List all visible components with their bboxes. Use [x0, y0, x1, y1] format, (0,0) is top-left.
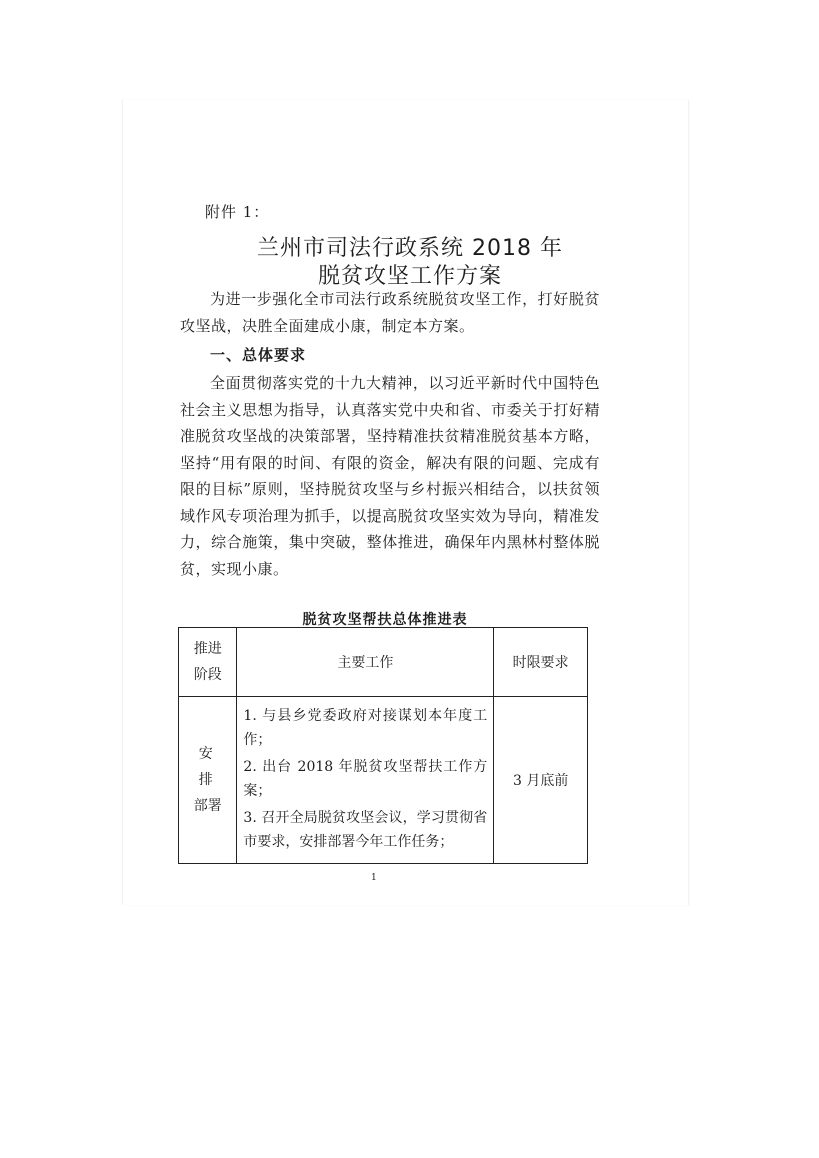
header-stage-line1: 推进: [193, 641, 222, 657]
section-body-paragraph: 全面贯彻落实党的十九大精神，以习近平新时代中国特色社会主义思想为指导，认真落实党中央和省、市委关于打好精准脱贫攻坚战的决策部署，坚持精准扶贫精准脱贫基本方略，坚持“用有限的时间、有限的资金，解决有限的问题、完成有限的目标”原则，坚持脱贫攻坚与乡村振兴相结合，以扶贫领域作风专项治理为抓手，以提高脱贫攻坚实效为导向，精准发力，综合施策，集中突破，整体推进，确保年内黑林村整体脱贫，实现小康。: [180, 374, 600, 578]
work-item: 1. 与县乡党委政府对接谋划本年度工作；: [243, 707, 488, 748]
document-title-line2: 脱贫攻坚工作方案: [317, 264, 502, 289]
header-deadline: 时限要求: [494, 628, 588, 697]
work-item: 2. 出台 2018 年脱贫攻坚帮扶工作方案；: [243, 758, 488, 799]
table-header-row: [179, 628, 588, 697]
stage-line1: 安排: [198, 746, 227, 788]
plan-table: [178, 627, 588, 864]
table-row: [179, 697, 588, 864]
stage-line2: 部署: [193, 798, 222, 814]
deadline-cell: 3 月底前: [494, 697, 588, 864]
intro-paragraph: 为进一步强化全市司法行政系统脱贫攻坚工作，打好脱贫攻坚战，决胜全面建成小康，制定本方案。: [180, 290, 600, 335]
work-cell: [237, 697, 494, 864]
section-heading: 一、总体要求: [210, 346, 307, 364]
header-stage: [179, 628, 237, 697]
header-work: 主要工作: [237, 628, 494, 697]
page-number: 1: [371, 873, 377, 883]
stage-cell: [179, 697, 237, 864]
attachment-label: 附件 1：: [205, 203, 270, 221]
header-stage-line2: 阶段: [193, 667, 222, 683]
work-item: 3. 召开全局脱贫攻坚会议，学习贯彻省市要求，安排部署今年工作任务；: [243, 809, 488, 850]
document-title-line1: 兰州市司法行政系统 2018 年: [257, 236, 563, 261]
table-caption: 脱贫攻坚帮扶总体推进表: [302, 612, 468, 628]
